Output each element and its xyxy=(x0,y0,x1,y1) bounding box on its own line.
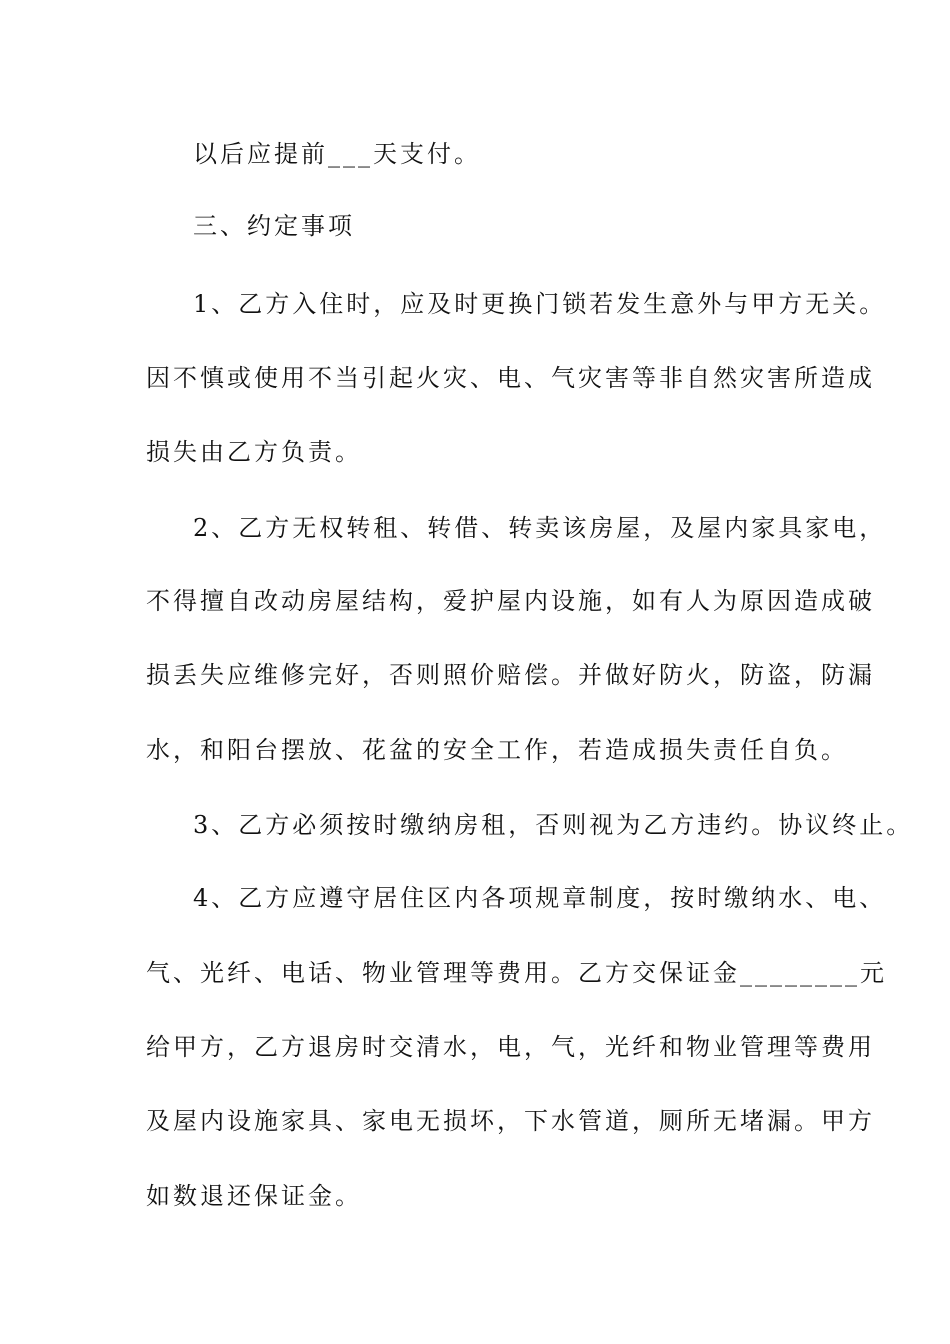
text-line xyxy=(0,1180,950,1212)
text-line xyxy=(0,1105,950,1137)
line-text: 三、约定事项 xyxy=(193,212,355,240)
text-line xyxy=(0,436,950,468)
text-line xyxy=(0,957,950,989)
line-text: 损丢失应维修完好，否则照价赔偿。并做好防火，防盗，防漏 xyxy=(146,661,875,689)
line-text: 给甲方，乙方退房时交清水，电，气，光纤和物业管理等费用 xyxy=(146,1033,875,1061)
text-line xyxy=(0,138,950,170)
text-line xyxy=(0,362,950,394)
text-line xyxy=(0,288,950,320)
text-line xyxy=(0,809,950,841)
text-line xyxy=(0,1031,950,1063)
line-text: 4、乙方应遵守居住区内各项规章制度，按时缴纳水、电、 xyxy=(193,884,887,912)
line-text: 损失由乙方负责。 xyxy=(146,438,362,466)
line-text: 以后应提前___天支付。 xyxy=(193,140,481,168)
line-text: 因不慎或使用不当引起火灾、电、气灾害等非自然灾害所造成 xyxy=(146,364,875,392)
line-text: 及屋内设施家具、家电无损坏，下水管道，厕所无堵漏。甲方 xyxy=(146,1107,875,1135)
text-line xyxy=(0,734,950,766)
line-text: 3、乙方必须按时缴纳房租，否则视为乙方违约。协议终止。 xyxy=(193,811,914,839)
line-text: 1、乙方入住时，应及时更换门锁若发生意外与甲方无关。 xyxy=(193,290,887,318)
text-line xyxy=(0,512,950,544)
text-line xyxy=(0,585,950,617)
text-line xyxy=(0,882,950,914)
text-line xyxy=(0,659,950,691)
line-text: 不得擅自改动房屋结构，爱护屋内设施，如有人为原因造成破 xyxy=(146,587,875,615)
line-text: 2、乙方无权转租、转借、转卖该房屋，及屋内家具家电， xyxy=(193,514,887,542)
line-text: 水，和阳台摆放、花盆的安全工作，若造成损失责任自负。 xyxy=(146,736,848,764)
line-text: 如数退还保证金。 xyxy=(146,1182,362,1210)
section-heading xyxy=(0,210,950,242)
line-text: 气、光纤、电话、物业管理等费用。乙方交保证金________元 xyxy=(146,959,887,987)
